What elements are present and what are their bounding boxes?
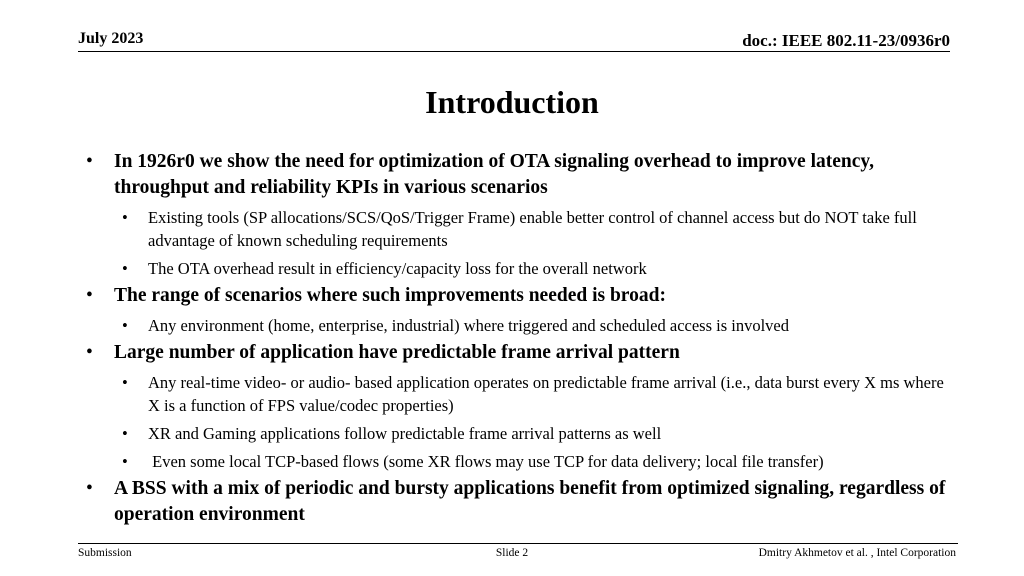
bullet-marker: • <box>86 342 93 363</box>
slide-title: Introduction <box>425 84 599 120</box>
bullet-item <box>78 283 958 309</box>
sub-bullet-text: XR and Gaming applications follow predictable frame arrival patterns as well <box>148 424 662 443</box>
header-doc-id: doc.: IEEE 802.11-23/0936r0 <box>742 31 950 50</box>
bullet-item <box>78 340 958 366</box>
footer-submission: Submission <box>78 547 132 559</box>
sub-bullet-item <box>78 314 958 337</box>
header-date: July 2023 <box>78 30 144 47</box>
bullet-text: Large number of application have predictable frame arrival pattern <box>114 342 680 363</box>
bullet-text: In 1926r0 we show the need for optimization of OTA signaling overhead to improve latency, throughput and reliability KPIs in various scenarios <box>114 151 874 198</box>
sub-bullet-text: The OTA overhead result in efficiency/capacity loss for the overall network <box>148 259 647 278</box>
bullet-item <box>78 149 958 201</box>
bullet-marker: • <box>86 478 93 499</box>
header-divider <box>78 51 950 52</box>
sub-bullet-item <box>78 206 958 252</box>
sub-bullet-text: Any environment (home, enterprise, industrial) where triggered and scheduled access is involved <box>148 316 790 335</box>
sub-bullet-text: Even some local TCP-based flows (some XR flows may use TCP for data delivery; local file transfer) <box>148 452 824 471</box>
sub-bullet-item <box>78 371 958 417</box>
bullet-marker: • <box>122 259 128 278</box>
sub-bullet-item <box>78 450 958 473</box>
slide-body <box>78 146 958 528</box>
bullet-marker: • <box>122 424 128 443</box>
bullet-marker: • <box>122 373 128 392</box>
footer-divider <box>78 543 958 544</box>
bullet-text: The range of scenarios where such improvements needed is broad: <box>114 285 666 306</box>
bullet-marker: • <box>122 316 128 335</box>
bullet-marker: • <box>86 151 93 172</box>
bullet-item <box>78 476 958 528</box>
sub-bullet-item <box>78 257 958 280</box>
bullet-marker: • <box>86 285 93 306</box>
bullet-marker: • <box>122 208 128 227</box>
bullet-text: A BSS with a mix of periodic and bursty applications benefit from optimized signaling, regardless of operation environment <box>114 478 946 525</box>
footer-author: Dmitry Akhmetov et al. , Intel Corporation <box>758 547 956 559</box>
sub-bullet-text: Any real-time video- or audio- based application operates on predictable frame arrival (i.e., data burst every X ms where X is a function of FPS value/codec properties) <box>148 373 944 415</box>
sub-bullet-item <box>78 422 958 445</box>
sub-bullet-text: Existing tools (SP allocations/SCS/QoS/Trigger Frame) enable better control of channel access but do NOT take full advantage of known scheduling requirements <box>148 208 917 250</box>
bullet-marker: • <box>122 452 128 471</box>
footer-slide-number: Slide 2 <box>495 547 529 559</box>
